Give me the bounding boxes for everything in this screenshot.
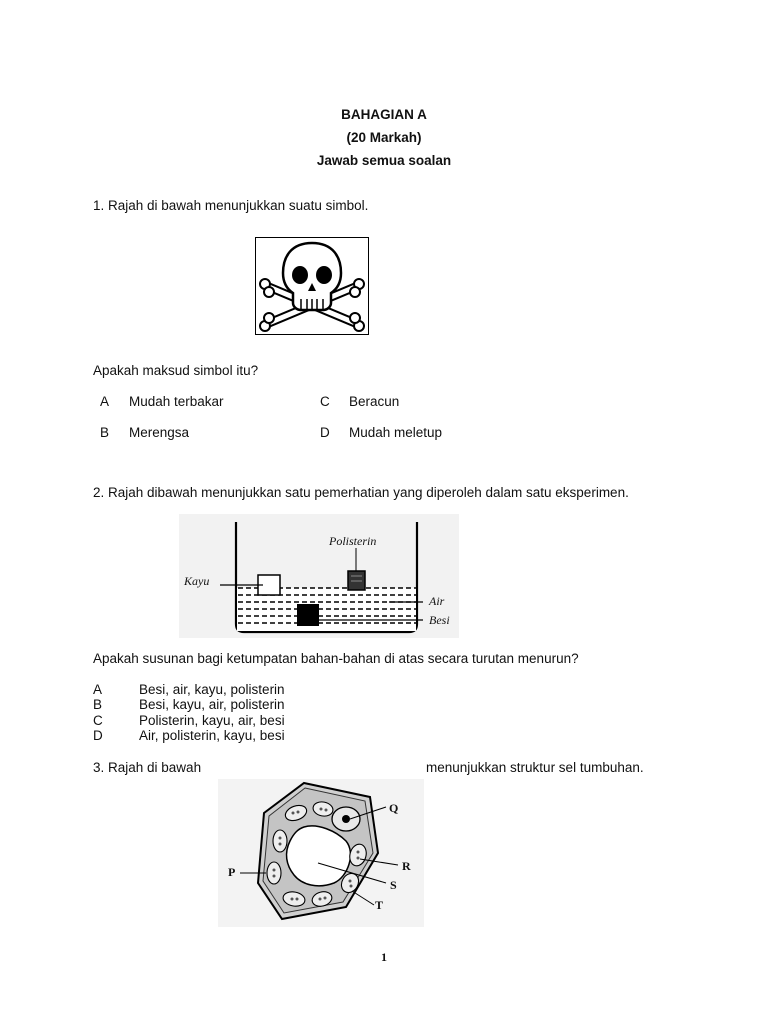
label-p: P	[228, 865, 236, 879]
q2-option-b-letter: B	[93, 697, 103, 712]
q1-option-d-letter: D	[320, 425, 330, 440]
q1-option-b-text: Merengsa	[129, 425, 190, 440]
q2-option-a-letter: A	[93, 682, 103, 697]
section-title: BAHAGIAN A	[341, 107, 427, 122]
label-polisterin: Polisterin	[329, 534, 377, 548]
instruction-label: Jawab semua soalan	[316, 153, 452, 168]
q1-stem: 1. Rajah di bawah menunjukkan suatu simbol.	[93, 198, 369, 213]
label-q: Q	[389, 801, 399, 815]
label-t: T	[375, 898, 384, 912]
q1-option-c-letter: C	[320, 394, 330, 409]
label-kayu: Kayu	[184, 574, 210, 588]
q2-option-b-text: Besi, kayu, air, polisterin	[139, 697, 285, 712]
density-experiment-diagram	[179, 514, 459, 638]
plant-cell-diagram	[218, 779, 424, 927]
q1-option-c-text: Beracun	[349, 394, 400, 409]
q2-option-c-text: Polisterin, kayu, air, besi	[139, 713, 285, 728]
q1-option-d-text: Mudah meletup	[349, 425, 443, 440]
q1-question: Apakah maksud simbol itu?	[93, 363, 259, 378]
q3-stem-right: menunjukkan struktur sel tumbuhan.	[426, 760, 644, 775]
q2-option-d-text: Air, polisterin, kayu, besi	[139, 728, 285, 743]
q2-option-a-text: Besi, air, kayu, polisterin	[139, 682, 285, 697]
label-besi: Besi	[429, 613, 450, 627]
q2-option-c-letter: C	[93, 713, 103, 728]
label-r: R	[402, 859, 411, 873]
q3-stem-left: 3. Rajah di bawah	[93, 760, 202, 775]
q1-option-a-text: Mudah terbakar	[129, 394, 224, 409]
q2-option-d-letter: D	[93, 728, 103, 743]
label-s: S	[390, 878, 397, 892]
skull-crossbones-icon	[255, 237, 369, 335]
page-number: 1	[381, 950, 387, 964]
marks-label: (20 Markah)	[346, 130, 422, 145]
q2-question: Apakah susunan bagi ketumpatan bahan-bahan di atas secara turutan menurun?	[93, 651, 579, 666]
q2-stem: 2. Rajah dibawah menunjukkan satu pemerhatian yang diperoleh dalam satu eksperimen.	[93, 485, 629, 500]
q1-option-a-letter: A	[100, 394, 110, 409]
q1-option-b-letter: B	[100, 425, 110, 440]
label-air: Air	[429, 594, 445, 608]
